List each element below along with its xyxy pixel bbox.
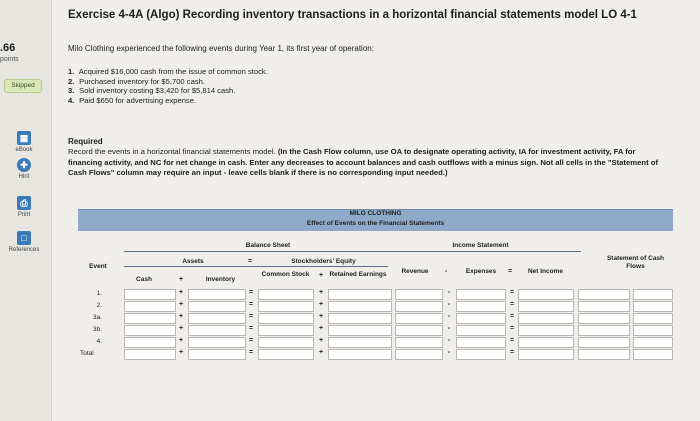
row-4-retained-earnings-input[interactable] [328,337,392,348]
row-total-common-stock-input[interactable] [258,349,314,360]
equals-operator: = [509,301,515,308]
minus-operator: - [444,268,448,275]
row-3b-cash-input[interactable] [124,325,176,336]
minus-operator: - [447,349,451,356]
row-2-expenses-input[interactable] [456,301,506,312]
plus-operator: + [318,301,324,308]
row-3b-cash-flow-activity-input[interactable] [633,325,673,336]
minus-operator: - [447,337,451,344]
print-icon: ⎙ [17,196,31,210]
equals-operator: = [509,313,515,320]
references-tool[interactable] [2,231,46,253]
hint-label: Hint [18,174,30,180]
row-3a-cash-flow-amount-input[interactable] [578,313,630,324]
assets-header: Assets [182,258,204,265]
row-2-revenue-input[interactable] [395,301,443,312]
row-2-common-stock-input[interactable] [258,301,314,312]
row-total-cash-flow-amount-input[interactable] [578,349,630,360]
row-1-common-stock-input[interactable] [258,289,314,300]
row-3a-inventory-input[interactable] [188,313,246,324]
plus-operator: + [318,325,324,332]
row-4-cash-input[interactable] [124,337,176,348]
equals-operator: = [248,337,254,344]
row-total-cash-input[interactable] [124,349,176,360]
row-1-expenses-input[interactable] [456,289,506,300]
equals-operator: = [509,349,515,356]
row-total-expenses-input[interactable] [456,349,506,360]
inventory-header: Inventory [205,276,236,283]
print-label: Print [17,212,31,218]
row-2-net-income-input[interactable] [518,301,574,312]
row-2-cash-flow-amount-input[interactable] [578,301,630,312]
row-3a-cash-input[interactable] [124,313,176,324]
row-total-cash-flow-activity-input[interactable] [633,349,673,360]
row-1-cash-flow-amount-input[interactable] [578,289,630,300]
row-2-inventory-input[interactable] [188,301,246,312]
row-3b-cash-flow-amount-input[interactable] [578,325,630,336]
equals-operator: = [248,349,254,356]
list-item: 4. Paid $650 for advertising expense. [68,95,197,105]
equals-operator: = [247,258,253,265]
row-total-label: Total [80,350,94,357]
plus-operator: + [318,272,324,279]
list-item: 1. Acquired $16,000 cash from the issue of common stock. [68,67,268,76]
row-2-label: 2. [96,302,102,309]
balance-sheet-rule [124,251,442,252]
subtitle-bar: Effect of Events on the Financial Statements [78,218,673,231]
row-1-retained-earnings-input[interactable] [328,289,392,300]
company-bar: MILO CLOTHING [78,209,673,218]
plus-operator: + [178,337,184,344]
row-1-inventory-input[interactable] [188,289,246,300]
page-title: Exercise 4-4A (Algo) Recording inventory transactions in a horizontal financial statements model LO 4-1 [68,9,637,21]
row-3a-retained-earnings-input[interactable] [328,313,392,324]
row-1-cash-input[interactable] [124,289,176,300]
event-list [68,67,268,105]
row-3b-retained-earnings-input[interactable] [328,325,392,336]
equals-operator: = [248,301,254,308]
row-4-revenue-input[interactable] [395,337,443,348]
list-item: 2. Purchased inventory for $5,700 cash. [68,76,205,86]
row-2-cash-flow-activity-input[interactable] [633,301,673,312]
hint-icon: ✚ [17,158,31,172]
balance-sheet-header: Balance Sheet [245,242,291,249]
ebook-label: eBook [15,147,33,153]
plus-operator: + [178,313,184,320]
common-stock-header: Common Stock [261,271,310,278]
plus-operator: + [178,276,184,283]
row-4-label: 4. [96,338,102,345]
equals-operator: = [248,289,254,296]
minus-operator: - [447,313,451,320]
references-icon: □ [17,231,31,245]
row-3a-expenses-input[interactable] [456,313,506,324]
equals-operator: = [248,325,254,332]
row-3a-cash-flow-activity-input[interactable] [633,313,673,324]
plus-operator: + [178,325,184,332]
row-4-inventory-input[interactable] [188,337,246,348]
points-value: .66 [0,42,16,54]
revenue-header: Revenue [401,268,429,275]
assets-rule [124,266,262,267]
row-3a-label: 3a. [92,314,102,321]
status-badge: Skipped [4,79,42,93]
equals-operator: = [509,325,515,332]
row-total-net-income-input[interactable] [518,349,574,360]
retained-earnings-header: Retained Earnings [329,271,387,278]
book-icon: ▦ [17,131,31,145]
equals-operator: = [248,313,254,320]
row-total-retained-earnings-input[interactable] [328,349,392,360]
income-statement-header: Income Statement [452,242,509,249]
print-tool[interactable] [2,196,46,218]
row-3b-revenue-input[interactable] [395,325,443,336]
income-statement-rule [408,251,581,252]
plus-operator: + [318,337,324,344]
row-2-cash-input[interactable] [124,301,176,312]
plus-operator: + [178,349,184,356]
row-4-common-stock-input[interactable] [258,337,314,348]
expenses-header: Expenses [465,268,497,275]
row-4-cash-flow-activity-input[interactable] [633,337,673,348]
plus-operator: + [318,313,324,320]
required-instructions: Record the events in a horizontal financial statements model. (In the Cash Flow column, use OA to designate operating activity, IA for investment activity, FA for financing activity, and NC for net change in cash. Enter any decreases to account balances and cash outflows with a minus sign. Not all cells in the "Statement of Cash Flows" column may require an input - leave cells blank if there is no corresponding input needed.) [68,147,659,178]
row-3a-revenue-input[interactable] [395,313,443,324]
row-4-expenses-input[interactable] [456,337,506,348]
row-3a-net-income-input[interactable] [518,313,574,324]
row-1-cash-flow-activity-input[interactable] [633,289,673,300]
equals-operator: = [507,268,513,275]
minus-operator: - [447,289,451,296]
plus-operator: + [178,289,184,296]
row-4-cash-flow-amount-input[interactable] [578,337,630,348]
financial-statements-model [78,209,673,371]
equity-rule [261,266,388,267]
row-3a-common-stock-input[interactable] [258,313,314,324]
cash-flows-header: Statement of Cash Flows [606,255,665,270]
references-label: References [8,247,40,253]
list-item: 3. Sold inventory costing $3,420 for $5,814 cash. [68,86,236,96]
equity-header: Stockholders' Equity [291,258,356,265]
row-1-label: 1. [96,290,102,297]
row-3b-common-stock-input[interactable] [258,325,314,336]
row-3b-label: 3b. [92,326,102,333]
equals-operator: = [509,289,515,296]
row-total-revenue-input[interactable] [395,349,443,360]
row-4-net-income-input[interactable] [518,337,574,348]
row-2-retained-earnings-input[interactable] [328,301,392,312]
points-label: points [0,56,19,63]
cash-header: Cash [136,276,152,283]
row-total-inventory-input[interactable] [188,349,246,360]
row-3b-net-income-input[interactable] [518,325,574,336]
row-1-net-income-input[interactable] [518,289,574,300]
plus-operator: + [318,349,324,356]
minus-operator: - [447,301,451,308]
row-3b-expenses-input[interactable] [456,325,506,336]
hint-tool[interactable] [2,158,46,180]
equals-operator: = [509,337,515,344]
net-income-header: Net Income [527,268,564,275]
assignment-sidebar [0,0,52,421]
event-column-header: Event [89,263,107,270]
plus-operator: + [178,301,184,308]
row-1-revenue-input[interactable] [395,289,443,300]
row-3b-inventory-input[interactable] [188,325,246,336]
problem-intro: Milo Clothing experienced the following events during Year 1, its first year of operation: [68,44,374,53]
minus-operator: - [447,325,451,332]
plus-operator: + [318,289,324,296]
ebook-tool[interactable] [2,131,46,153]
required-heading: Required [68,137,103,146]
